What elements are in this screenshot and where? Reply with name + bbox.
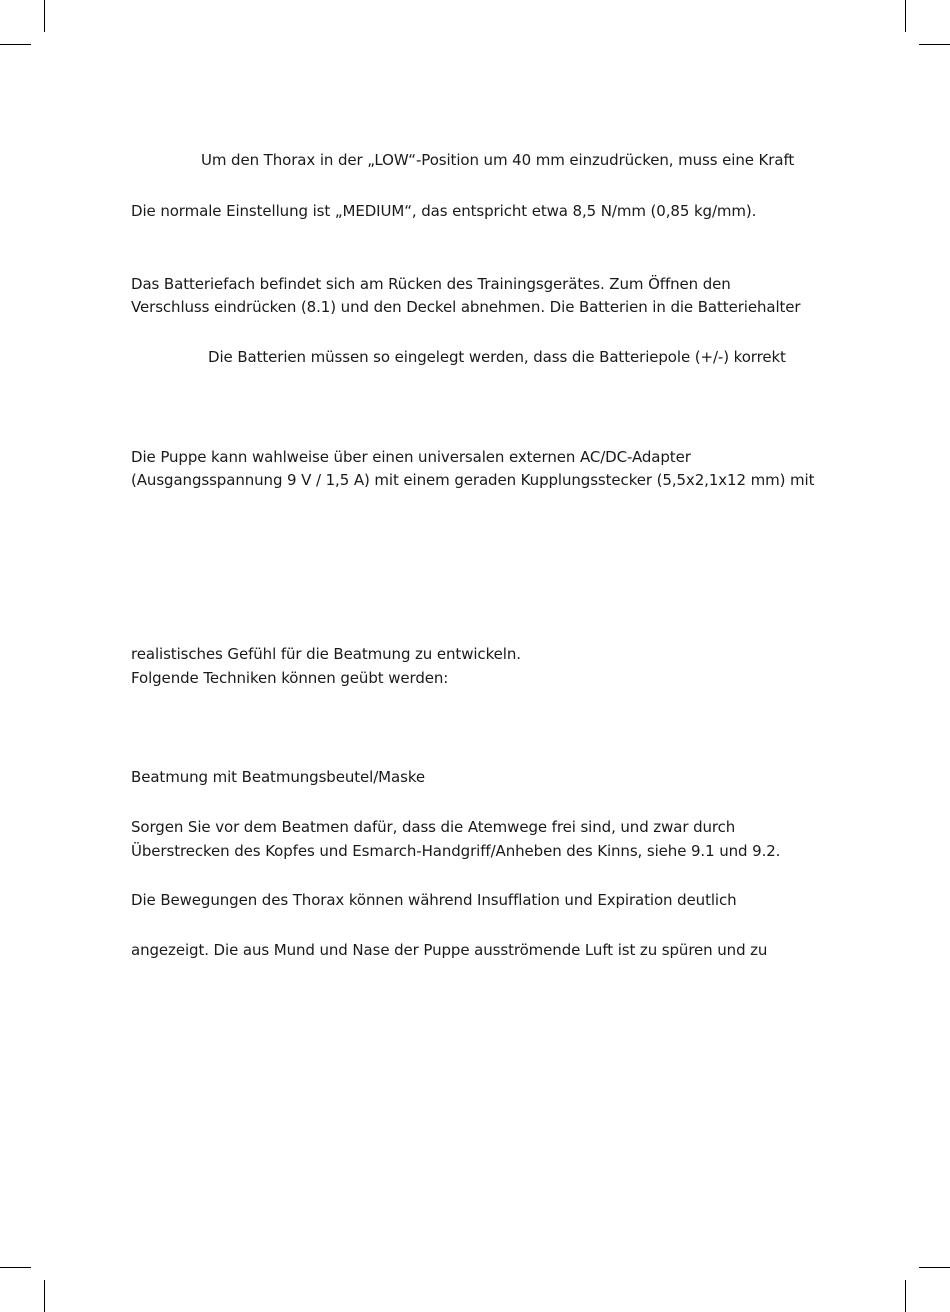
- text-line-3: Das Batteriefach befindet sich am Rücken des Trainingsgerätes. Zum Öffnen den: [131, 275, 731, 293]
- text-line-13: Die Bewegungen des Thorax können während Insufflation und Expiration deutlich: [131, 891, 737, 909]
- crop-mark-top-right-vertical: [905, 0, 906, 32]
- crop-mark-top-right-horizontal: [919, 44, 950, 45]
- text-line-7: (Ausgangsspannung 9 V / 1,5 A) mit einem geraden Kupplungsstecker (5,5x2,1x12 mm) mit: [131, 471, 815, 489]
- text-line-8: realistisches Gefühl für die Beatmung zu entwickeln.: [131, 645, 521, 663]
- text-line-6: Die Puppe kann wahlweise über einen universalen externen AC/DC-Adapter: [131, 448, 691, 466]
- text-line-4: Verschluss eindrücken (8.1) und den Deckel abnehmen. Die Batterien in die Batteriehalter: [131, 298, 801, 316]
- crop-mark-bottom-left-horizontal: [0, 1267, 31, 1268]
- text-line-5: Die Batterien müssen so eingelegt werden, dass die Batteriepole (+/-) korrekt: [208, 348, 786, 366]
- crop-mark-top-left-horizontal: [0, 44, 31, 45]
- crop-mark-top-left-vertical: [44, 0, 45, 32]
- text-line-9: Folgende Techniken können geübt werden:: [131, 669, 449, 687]
- text-line-11: Sorgen Sie vor dem Beatmen dafür, dass die Atemwege frei sind, und zwar durch: [131, 818, 736, 836]
- text-line-12: Überstrecken des Kopfes und Esmarch-Handgriff/Anheben des Kinns, siehe 9.1 und 9.2.: [131, 842, 781, 860]
- text-line-10: Beatmung mit Beatmungsbeutel/Maske: [131, 768, 426, 786]
- text-line-14: angezeigt. Die aus Mund und Nase der Puppe ausströmende Luft ist zu spüren und zu: [131, 941, 768, 959]
- text-line-1: Um den Thorax in der „LOW“-Position um 40 mm einzudrücken, muss eine Kraft: [201, 151, 795, 169]
- crop-mark-bottom-right-vertical: [905, 1280, 906, 1312]
- crop-mark-bottom-left-vertical: [44, 1280, 45, 1312]
- text-line-2: Die normale Einstellung ist „MEDIUM“, das entspricht etwa 8,5 N/mm (0,85 kg/mm).: [131, 202, 757, 220]
- crop-mark-bottom-right-horizontal: [919, 1267, 950, 1268]
